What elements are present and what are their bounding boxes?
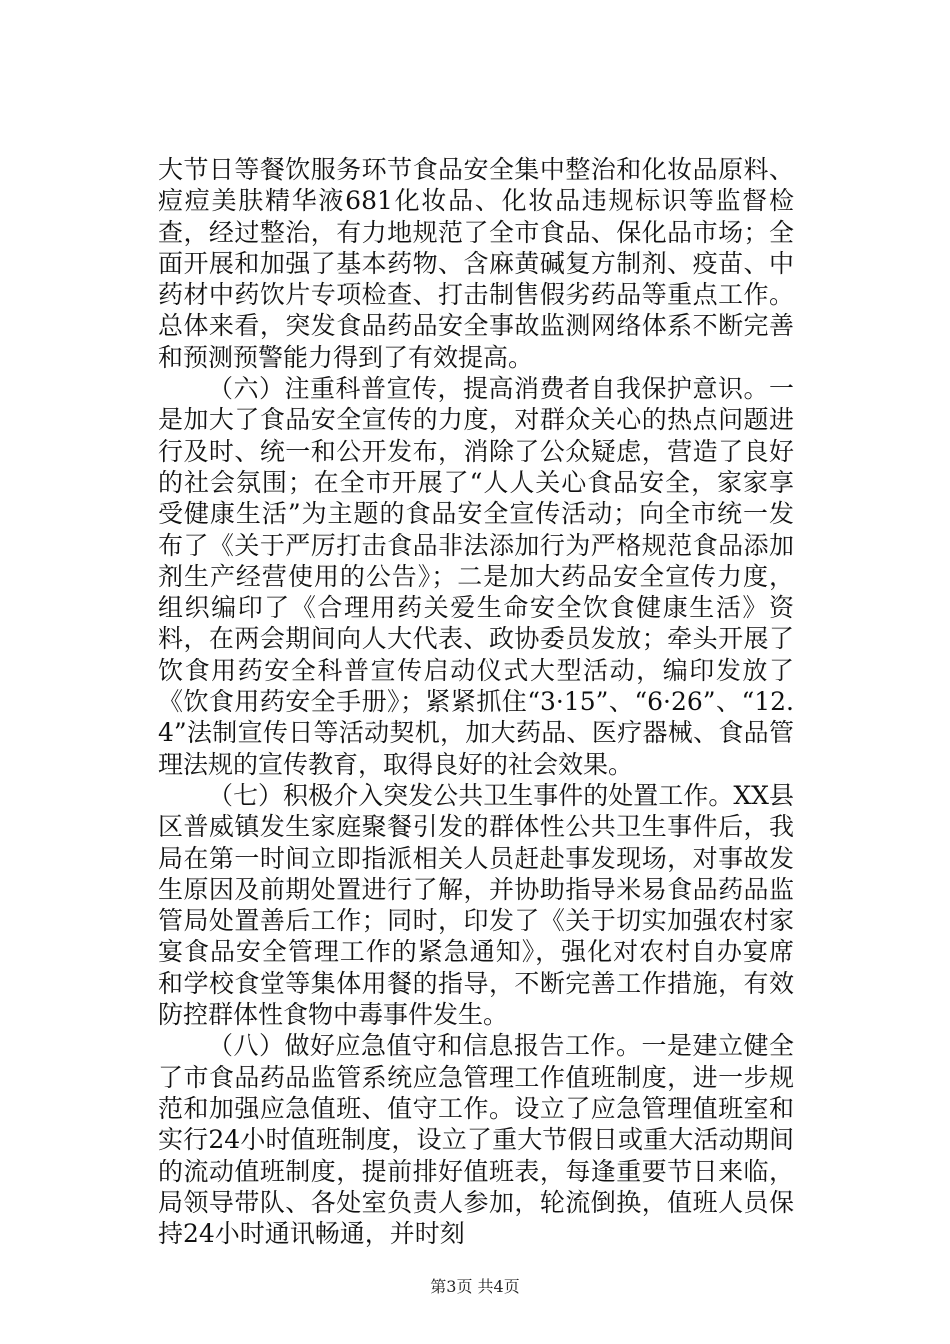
paragraph-continued: 大节日等餐饮服务环节食品安全集中整治和化妆品原料、痘痘美肤精华液681化妆品、化妆品违规标识等监督检查，经过整治，有力地规范了全市食品、保化品市场；全面开展和加强了基本药物、含麻黄碱复方制剂、疫苗、中药材中药饮片专项检查、打击制售假劣药品等重点工作。总体来看，突发食品药品安全事故监测网络体系不断完善和预测预警能力得到了有效提高。: [158, 155, 794, 372]
paragraph-section-7: （七）积极介入突发公共卫生事件的处置工作。XX县区普威镇发生家庭聚餐引发的群体性公共卫生事件后，我局在第一时间立即指派相关人员赶赴事发现场，对事故发生原因及前期处置进行了解，并协助指导米易食品药品监管局处置善后工作；同时，印发了《关于切实加强农村家宴食品安全管理工作的紧急通知》，强化对农村自办宴席和学校食堂等集体用餐的指导，不断完善工作措施，有效防控群体性食物中毒事件发生。: [158, 780, 794, 1030]
page-footer: [0, 1277, 950, 1297]
paragraph-section-8: （八）做好应急值守和信息报告工作。一是建立健全了市食品药品监管系统应急管理工作值班制度，进一步规范和加强应急值班、值守工作。设立了应急管理值班室和实行24小时值班制度，设立了重大节假日或重大活动期间的流动值班制度，提前排好值班表，每逢重要节日来临，局领导带队、各处室负责人参加，轮流倒换，值班人员保持24小时通讯畅通，并时刻: [158, 1031, 794, 1249]
page-number-label: 第3页 共4页: [430, 1277, 520, 1296]
paragraph-section-6: （六）注重科普宣传，提高消费者自我保护意识。一是加大了食品安全宣传的力度，对群众关心的热点问题进行及时、统一和公开发布，消除了公众疑虑，营造了良好的社会氛围；在全市开展了“人人关心食品安全，家家享受健康生活”为主题的食品安全宣传活动；向全市统一发布了《关于严厉打击食品非法添加行为严格规范食品添加剂生产经营使用的公告》；二是加大药品安全宣传力度，组织编印了《合理用药关爱生命安全饮食健康生活》资料，在两会期间向人大代表、政协委员发放；牵头开展了饮食用药安全科普宣传启动仪式大型活动，编印发放了《饮食用药安全手册》；紧紧抓住“3·15”、“6·26”、“12.4”法制宣传日等活动契机，加大药品、医疗器械、食品管理法规的宣传教育，取得良好的社会效果。: [158, 374, 794, 779]
document-body: [158, 154, 794, 1249]
